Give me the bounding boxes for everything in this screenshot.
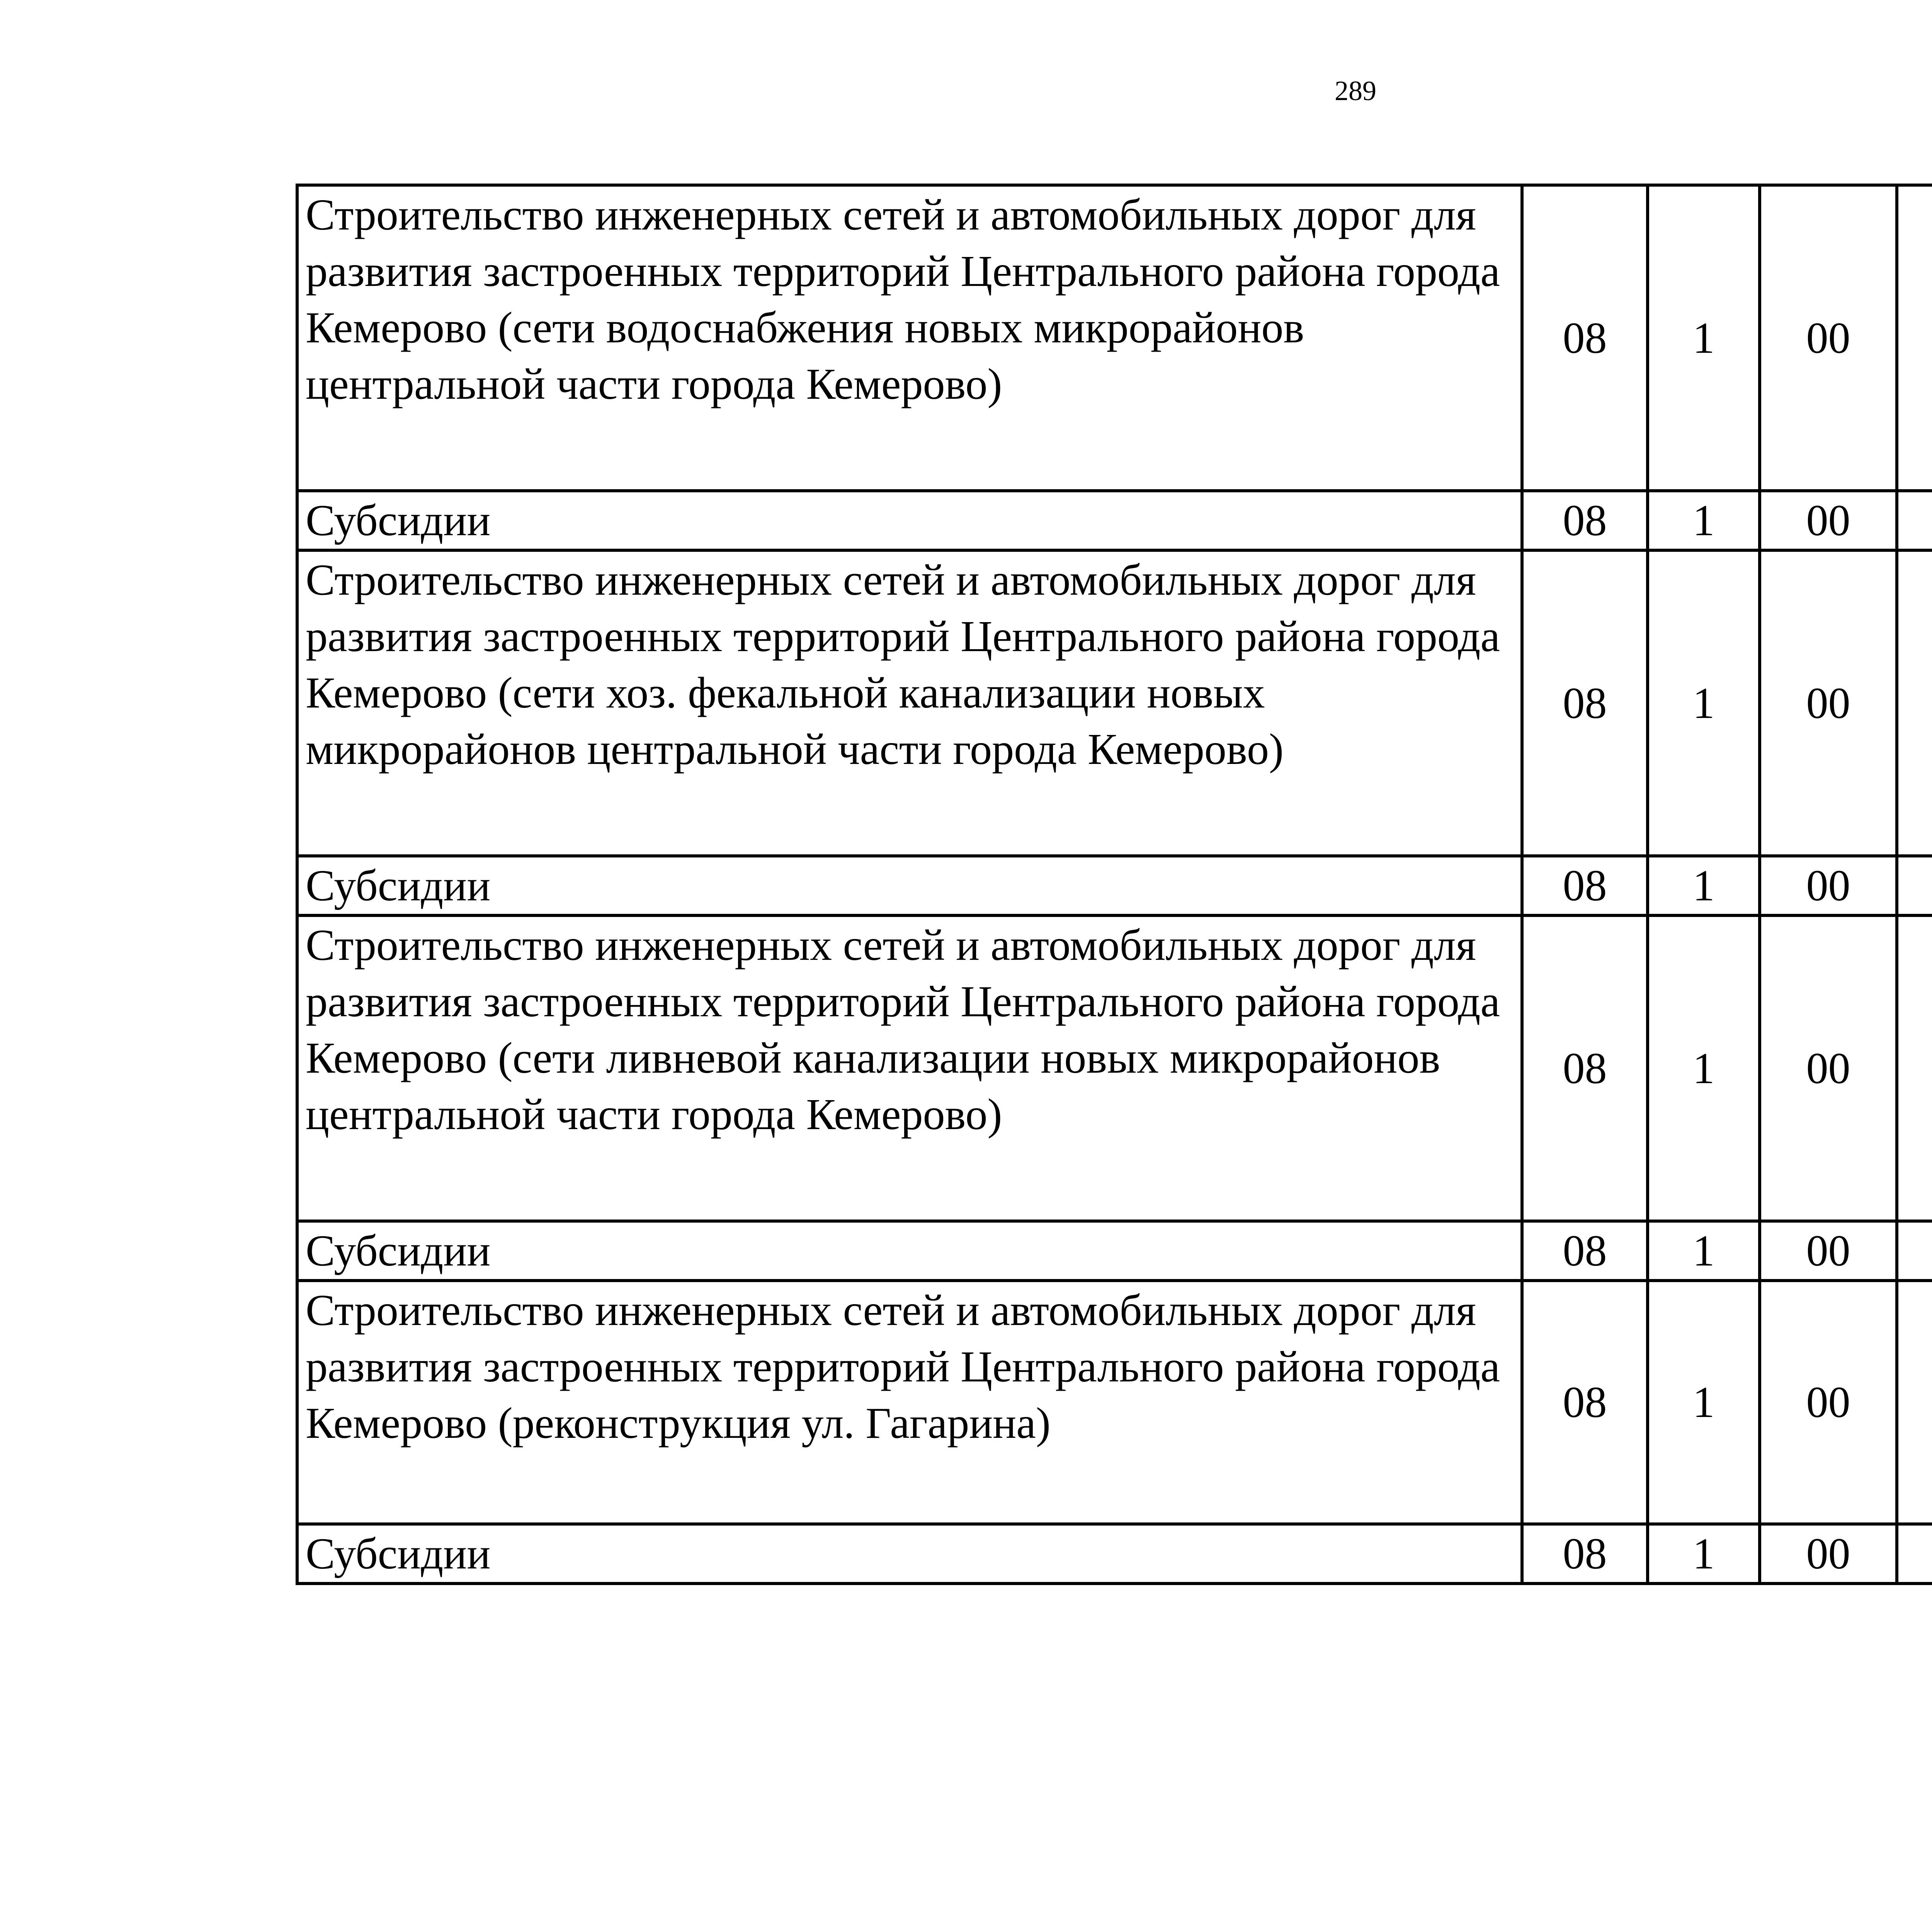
program-code: 1	[1648, 856, 1760, 915]
section-code: 08	[1522, 550, 1648, 856]
row-description: Строительство инженерных сетей и автомобильных дорог для развития застроенных территорий Центрального района города Кемерово (сети ливневой канализации новых микрорайонов центральной части города Кемерово)	[297, 915, 1522, 1221]
section-code: 08	[1522, 185, 1648, 491]
row-description: Строительство инженерных сетей и автомобильных дорог для развития застроенных территорий Центрального района города Кемерово (сети водоснабжения новых микрорайонов центральной части города Кемерово)	[297, 185, 1522, 491]
direction-code	[1897, 1221, 1932, 1281]
row-description: Субсидии	[297, 1524, 1522, 1584]
direction-code	[1897, 185, 1932, 491]
page-number: 289	[1335, 75, 1376, 106]
program-code: 1	[1648, 1281, 1760, 1524]
row-description: Субсидии	[297, 491, 1522, 550]
direction-code	[1897, 1281, 1932, 1524]
direction-code	[1897, 856, 1932, 915]
program-code: 1	[1648, 1524, 1760, 1584]
subprogram-code: 00	[1760, 1281, 1897, 1524]
table-row	[297, 185, 1932, 491]
program-code: 1	[1648, 915, 1760, 1221]
table-row	[297, 550, 1932, 856]
table-row	[297, 1281, 1932, 1524]
row-description: Строительство инженерных сетей и автомобильных дорог для развития застроенных территорий Центрального района города Кемерово (сети хоз. фекальной канализации новых микрорайонов центральной части города Кемерово)	[297, 550, 1522, 856]
subprogram-code: 00	[1760, 185, 1897, 491]
subprogram-code: 00	[1760, 1524, 1897, 1584]
subprogram-code: 00	[1760, 856, 1897, 915]
program-code: 1	[1648, 550, 1760, 856]
section-code: 08	[1522, 915, 1648, 1221]
direction-code	[1897, 491, 1932, 550]
subprogram-code: 00	[1760, 491, 1897, 550]
row-description: Субсидии	[297, 856, 1522, 915]
section-code: 08	[1522, 1281, 1648, 1524]
program-code: 1	[1648, 185, 1760, 491]
section-code: 08	[1522, 1524, 1648, 1584]
table-row	[297, 491, 1932, 550]
section-code: 08	[1522, 491, 1648, 550]
direction-code	[1897, 550, 1932, 856]
table-row	[297, 915, 1932, 1221]
direction-code	[1897, 915, 1932, 1221]
subprogram-code: 00	[1760, 1221, 1897, 1281]
budget-table	[296, 184, 1932, 1585]
direction-code	[1897, 1524, 1932, 1584]
subprogram-code: 00	[1760, 550, 1897, 856]
program-code: 1	[1648, 1221, 1760, 1281]
subprogram-code: 00	[1760, 915, 1897, 1221]
section-code: 08	[1522, 856, 1648, 915]
table-row	[297, 856, 1932, 915]
program-code: 1	[1648, 491, 1760, 550]
row-description: Субсидии	[297, 1221, 1522, 1281]
section-code: 08	[1522, 1221, 1648, 1281]
row-description: Строительство инженерных сетей и автомобильных дорог для развития застроенных территорий Центрального района города Кемерово (реконструкция ул. Гагарина)	[297, 1281, 1522, 1524]
table-row	[297, 1221, 1932, 1281]
table-row	[297, 1524, 1932, 1584]
